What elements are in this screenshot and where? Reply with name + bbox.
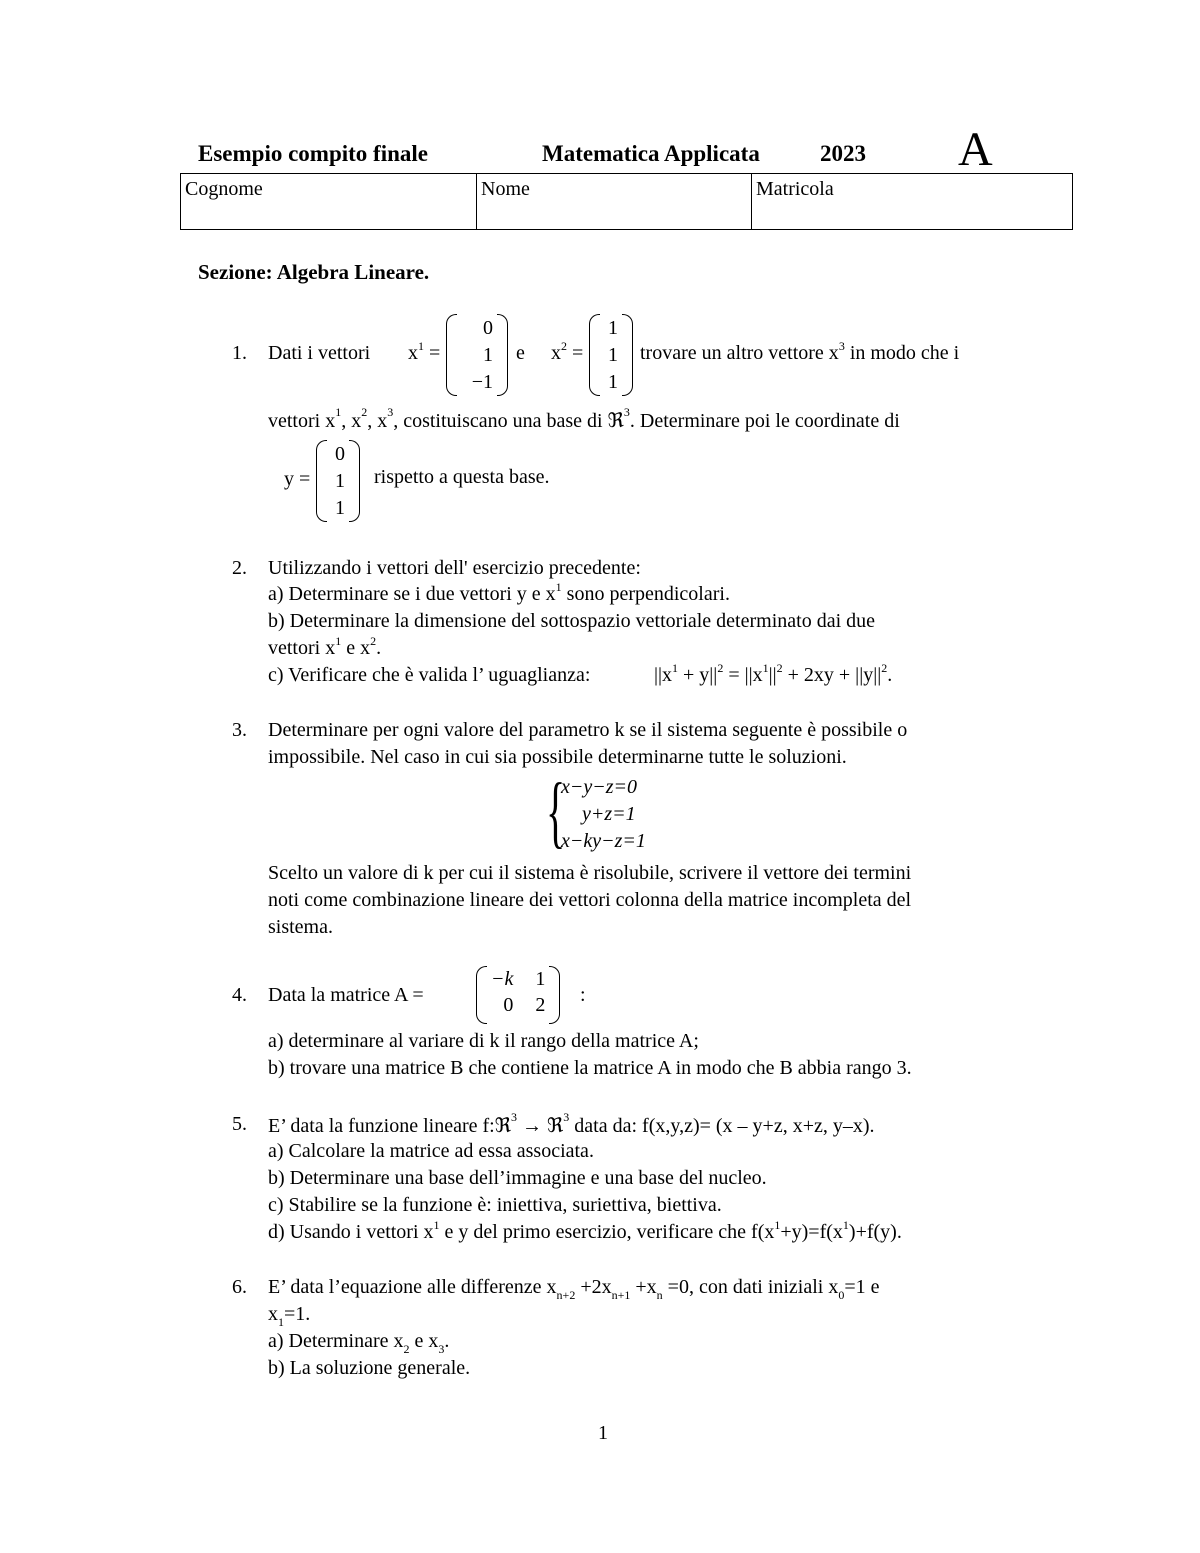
ex1-number: 1.: [232, 342, 247, 364]
id-label: Matricola: [756, 178, 834, 200]
ex4-intro: Data la matrice A =: [268, 984, 424, 1006]
ex1-y-label: y =: [284, 468, 311, 490]
ex3-number: 3.: [232, 719, 247, 741]
system-brace: {: [546, 768, 566, 856]
id-cell[interactable]: [752, 174, 1073, 230]
ex1-y-vector: 0 1 1: [316, 440, 360, 522]
header-year: 2023: [820, 141, 866, 166]
ex1-x1-vector: 0 1 −1: [446, 314, 508, 396]
ex2-number: 2.: [232, 557, 247, 579]
ex1-text-line2: vettori $x^1$, $x^2$, $x^3$, costituiscano una base di ℜ$^3$. Determinare poi le coordinate di: [268, 405, 900, 432]
ex5-item-a: a) Calcolare la matrice ad essa associata.: [268, 1140, 594, 1162]
header-version: A: [958, 123, 993, 176]
ex3-line5: sistema.: [268, 916, 333, 938]
header-subject: Matematica Applicata: [542, 141, 760, 166]
ex1-and: e: [516, 342, 525, 364]
ex1-x1-label: $x^1$ =: [408, 339, 441, 364]
ex5-line1: E’ data la funzione lineare f:ℜ$^3$ → ℜ$^3$ data da: f(x,y,z)= (x – y+z, x+z, y–x).: [268, 1110, 875, 1137]
surname-label: Cognome: [185, 178, 263, 200]
ex5-number: 5.: [232, 1113, 247, 1135]
system-eq2: y+z=1: [582, 803, 636, 825]
ex1-intro: Dati i vettori: [268, 342, 371, 364]
ex3-line4: noti come combinazione lineare dei vettori colonna della matrice incompleta del: [268, 889, 912, 911]
system-eq3: x−ky−z=1: [561, 830, 646, 852]
ex2-item-a: a) Determinare se i due vettori y e $x^1$ sono perpendicolari.: [268, 580, 730, 605]
ex2-item-b-cont: vettori $x^1$ e $x^2$.: [268, 634, 382, 659]
system-eq1: x−y−z=0: [561, 776, 638, 798]
section-title: Sezione: Algebra Lineare.: [198, 260, 430, 284]
ex1-text-line1: trovare un altro vettore $x^3$ in modo che i: [640, 339, 960, 364]
ex6-number: 6.: [232, 1276, 247, 1298]
ex4-number: 4.: [232, 984, 247, 1006]
ex2-item-c: c) Verificare che è valida l’ uguaglianza:: [268, 664, 591, 686]
ex3-line3: Scelto un valore di k per cui il sistema è risolubile, scrivere il vettore dei termini: [268, 862, 912, 884]
ex1-x2-vector: 1 1 1: [589, 314, 633, 396]
ex4-item-b: b) trovare una matrice B che contiene la matrice A in modo che B abbia rango 3.: [268, 1057, 912, 1079]
page-number: 1: [598, 1422, 608, 1444]
student-info-table: [180, 173, 1073, 230]
ex5-item-d: d) Usando i vettori $x^1$ e y del primo esercizio, verificare che $f(x^1+y)=f(x^1)+f(y)$.: [268, 1218, 902, 1243]
header-title: Esempio compito finale: [198, 141, 428, 166]
ex4-matrix-a: −k 0 1 2: [476, 966, 560, 1024]
ex5-item-b: b) Determinare una base dell’immagine e una base del nucleo.: [268, 1167, 767, 1189]
ex6-line1: E’ data l’equazione alle differenze $x_{n+2} +2x_{n+1} +x_n =0$, con dati iniziali $x_0=1$ e: [268, 1276, 880, 1302]
ex6-item-a: a) Determinare $x_2$ e $x_3$.: [268, 1330, 450, 1356]
ex2-line1: Utilizzando i vettori dell' esercizio precedente:: [268, 557, 641, 579]
ex1-text-line3: rispetto a questa base.: [374, 466, 550, 488]
ex1-x2-label: $x^2$ =: [551, 339, 584, 364]
ex3-line1: Determinare per ogni valore del parametro k se il sistema seguente è possibile o: [268, 719, 908, 741]
ex5-item-c: c) Stabilire se la funzione è: iniettiva, suriettiva, biettiva.: [268, 1194, 722, 1216]
ex2-item-b: b) Determinare la dimensione del sottospazio vettoriale determinato dai due: [268, 610, 876, 632]
ex2-identity: $||x^1 + y||^2 = ||x^1||^2 + 2xy + ||y||^2$.: [654, 661, 893, 686]
ex4-item-a: a) determinare al variare di k il rango della matrice A;: [268, 1030, 699, 1052]
ex6-line2: $x_1=1$.: [268, 1303, 311, 1329]
ex4-colon: :: [580, 984, 586, 1006]
ex3-line2: impossibile. Nel caso in cui sia possibile determinarne tutte le soluzioni.: [268, 746, 847, 768]
surname-cell[interactable]: [181, 174, 477, 230]
ex6-item-b: b) La soluzione generale.: [268, 1357, 471, 1379]
name-label: Nome: [481, 178, 530, 200]
name-cell[interactable]: [477, 174, 752, 230]
